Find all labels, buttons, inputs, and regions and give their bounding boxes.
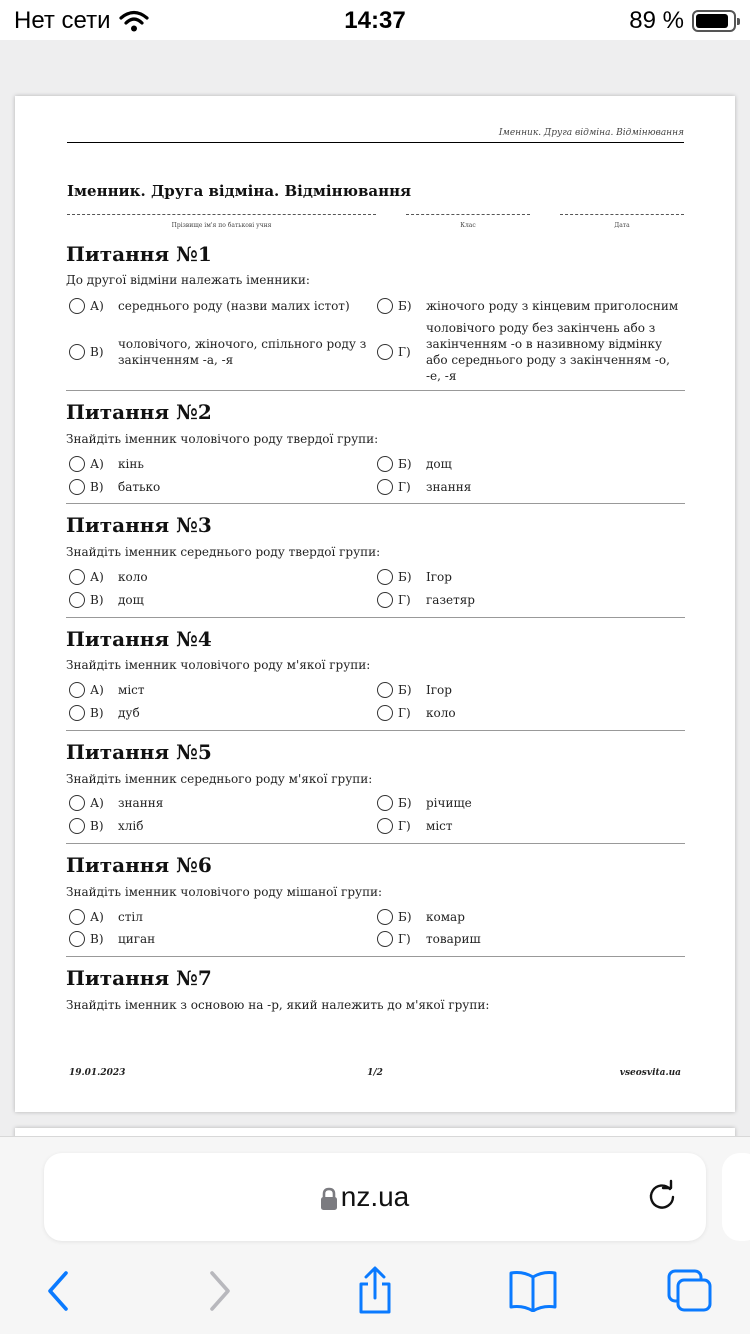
question-5-prompt: Знайдіть іменник середнього роду м'якої групи: [66, 772, 373, 786]
radio-icon[interactable] [377, 298, 393, 314]
radio-icon[interactable] [377, 479, 393, 495]
radio-icon[interactable] [69, 931, 85, 947]
question-2-prompt: Знайдіть іменник чоловічого роду твердої групи: [66, 432, 379, 446]
question-4-option-a[interactable]: А) міст [69, 682, 369, 698]
question-3-option-d[interactable]: Г) газетяр [377, 592, 685, 608]
question-3-heading: Питання №3 [66, 513, 212, 537]
question-6-option-b[interactable]: Б) комар [377, 909, 685, 925]
question-6-option-d[interactable]: Г) товариш [377, 931, 685, 947]
class-caption: Клас [460, 222, 476, 229]
question-5-option-c[interactable]: В) хліб [69, 818, 369, 834]
question-1-option-a[interactable]: А) середнього роду (назви малих істот) [69, 298, 369, 314]
battery-level [696, 14, 728, 28]
question-3-option-c[interactable]: В) дощ [69, 592, 369, 608]
question-4-option-b[interactable]: Б) Ігор [377, 682, 685, 698]
radio-icon[interactable] [377, 818, 393, 834]
back-icon[interactable] [44, 1269, 72, 1313]
question-1-prompt: До другої відміни належать іменники: [66, 273, 310, 287]
question-4-heading: Питання №4 [66, 627, 212, 651]
radio-icon[interactable] [377, 456, 393, 472]
network-label: Нет сети [14, 7, 111, 34]
radio-icon[interactable] [377, 931, 393, 947]
radio-icon[interactable] [69, 909, 85, 925]
radio-icon[interactable] [69, 592, 85, 608]
share-icon[interactable] [355, 1266, 395, 1316]
question-3-option-a[interactable]: А) коло [69, 569, 369, 585]
header-rule [67, 142, 684, 143]
question-2-option-b[interactable]: Б) дощ [377, 456, 685, 472]
question-5-option-b[interactable]: Б) річище [377, 795, 685, 811]
radio-icon[interactable] [377, 795, 393, 811]
question-7-prompt: Знайдіть іменник з основою на -р, який належить до м'якої групи: [66, 998, 490, 1012]
radio-icon[interactable] [69, 298, 85, 314]
battery-status [629, 7, 736, 35]
url-text: nz.ua [340, 1181, 410, 1212]
question-2-heading: Питання №2 [66, 400, 212, 424]
question-3-option-b[interactable]: Б) Ігор [377, 569, 685, 585]
reload-icon[interactable] [644, 1179, 680, 1215]
question-1-option-c[interactable]: В) чоловічого, жіночого, спільного роду з закінченням -а, -я [69, 336, 369, 368]
forward-button[interactable] [190, 1261, 250, 1321]
footer-site: vseosvita.ua [619, 1068, 681, 1078]
radio-icon[interactable] [377, 592, 393, 608]
running-header: Іменник. Друга відміна. Відмінювання [498, 128, 684, 138]
radio-icon[interactable] [377, 569, 393, 585]
radio-icon[interactable] [69, 456, 85, 472]
question-1-heading: Питання №1 [66, 242, 212, 266]
radio-icon[interactable] [69, 795, 85, 811]
question-4-prompt: Знайдіть іменник чоловічого роду м'якої групи: [66, 658, 371, 672]
address-bar[interactable] [44, 1153, 706, 1241]
radio-icon[interactable] [69, 479, 85, 495]
radio-icon[interactable] [69, 682, 85, 698]
question-2-option-c[interactable]: В) батько [69, 479, 369, 495]
status-bar [0, 0, 750, 40]
question-divider [66, 390, 685, 391]
radio-icon[interactable] [69, 569, 85, 585]
question-4-option-c[interactable]: В) дуб [69, 705, 369, 721]
question-6-option-a[interactable]: А) стіл [69, 909, 369, 925]
question-divider [66, 956, 685, 957]
question-divider [66, 617, 685, 618]
document-page[interactable] [15, 96, 735, 1112]
question-divider [66, 503, 685, 504]
browser-toolbar [0, 1136, 750, 1334]
radio-icon[interactable] [377, 344, 393, 360]
question-divider [66, 730, 685, 731]
radio-icon[interactable] [69, 818, 85, 834]
footer-date: 19.01.2023 [69, 1068, 126, 1078]
radio-icon[interactable] [69, 705, 85, 721]
question-2-option-a[interactable]: А) кінь [69, 456, 369, 472]
bookmarks-icon[interactable] [508, 1270, 558, 1312]
clock: 14:37 [344, 7, 406, 34]
battery-icon [692, 10, 736, 32]
radio-icon[interactable] [377, 705, 393, 721]
radio-icon[interactable] [69, 344, 85, 360]
tabs-button[interactable] [660, 1261, 720, 1321]
question-6-prompt: Знайдіть іменник чоловічого роду мішаної групи: [66, 885, 383, 899]
student-name-caption: Прізвище ім'я по батькові учня [171, 222, 272, 229]
question-7-heading: Питання №7 [66, 966, 212, 990]
question-6-option-c[interactable]: В) циган [69, 931, 369, 947]
tabs-icon[interactable] [666, 1268, 714, 1314]
question-2-option-d[interactable]: Г) знання [377, 479, 685, 495]
bookmarks-button[interactable] [503, 1261, 563, 1321]
question-3-prompt: Знайдіть іменник середнього роду твердої групи: [66, 545, 381, 559]
date-caption: Дата [614, 222, 630, 229]
question-5-heading: Питання №5 [66, 740, 212, 764]
question-6-heading: Питання №6 [66, 853, 212, 877]
back-button[interactable] [28, 1261, 88, 1321]
question-5-option-a[interactable]: А) знання [69, 795, 369, 811]
next-tab-preview[interactable] [722, 1153, 750, 1241]
forward-icon[interactable] [206, 1269, 234, 1313]
question-4-option-d[interactable]: Г) коло [377, 705, 685, 721]
battery-percent: 89 % [629, 7, 684, 34]
question-1-option-d[interactable]: Г) чоловічого роду без закінчень або з закінченням -о в називному відмінку або середнього роду з закінченням -о, -е, -я [377, 320, 685, 384]
share-button[interactable] [345, 1261, 405, 1321]
footer-page-number: 1/2 [367, 1068, 383, 1078]
radio-icon[interactable] [377, 909, 393, 925]
radio-icon[interactable] [377, 682, 393, 698]
question-5-option-d[interactable]: Г) міст [377, 818, 685, 834]
question-1-option-b[interactable]: Б) жіночого роду з кінцевим приголосним [377, 298, 685, 314]
document-title: Іменник. Друга відміна. Відмінювання [67, 182, 412, 200]
question-divider [66, 843, 685, 844]
